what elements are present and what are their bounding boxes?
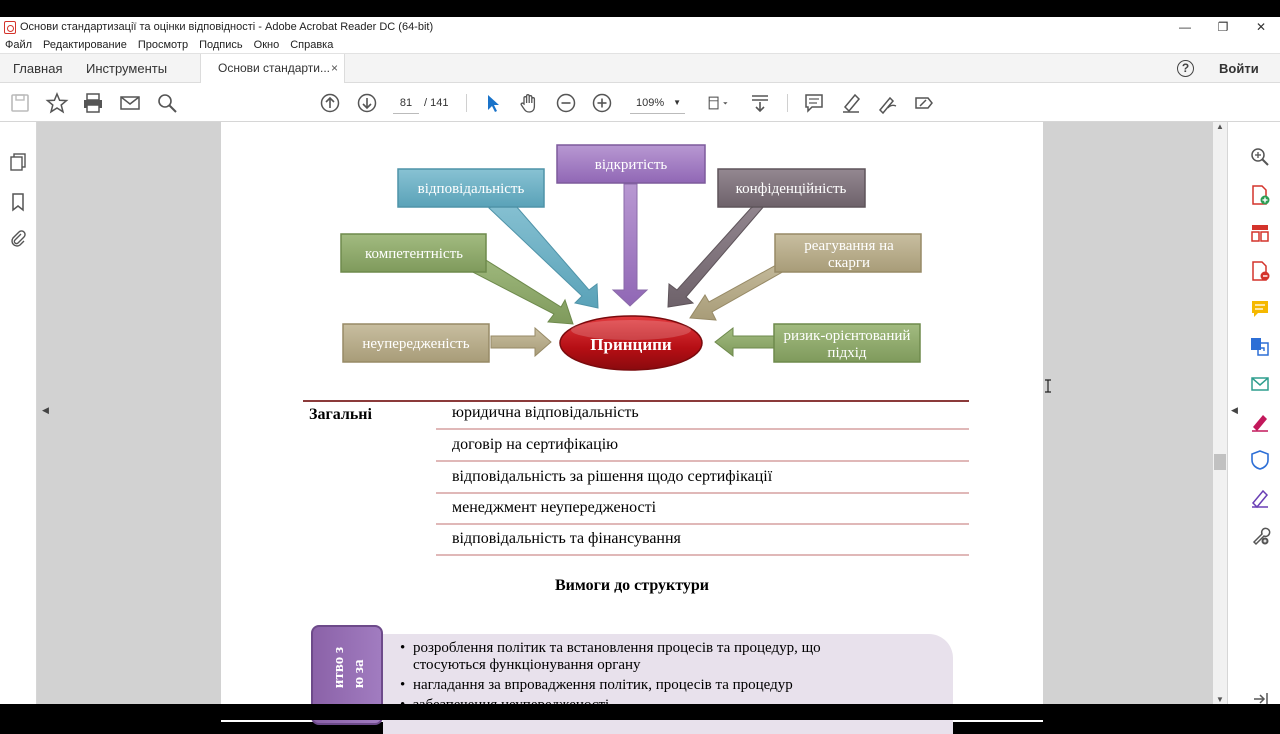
signin-button[interactable]: Войти <box>1219 61 1259 76</box>
center-label: Принципи <box>590 335 672 354</box>
page-up-icon[interactable] <box>319 92 341 114</box>
more-tools-icon[interactable] <box>1250 526 1270 546</box>
page-thumbnails-icon[interactable] <box>9 153 27 171</box>
comment-tool-icon[interactable] <box>1250 299 1270 319</box>
zoom-out-icon[interactable] <box>555 92 577 114</box>
create-pdf-icon[interactable] <box>1250 185 1270 205</box>
arrow-konfidentsiinist <box>668 198 771 307</box>
label-vidkrytist: відкритість <box>594 157 668 173</box>
list-item-text: розроблення політик та встановлення процесів та процедур, що <box>413 640 821 656</box>
page-total: / 141 <box>424 97 449 109</box>
arrow-ryzyk <box>715 328 777 356</box>
document-viewer[interactable] <box>37 122 1213 704</box>
side-tab-label <box>329 647 369 688</box>
list-item-text: стосуються функціонування органу <box>413 657 641 673</box>
menu-help[interactable]: Справка <box>290 39 334 51</box>
attachment-icon[interactable] <box>9 229 27 247</box>
tools-pane <box>1227 122 1280 704</box>
acrobat-window <box>0 17 1280 704</box>
zoom-in-icon[interactable] <box>591 92 613 114</box>
arrow-vidkrytist <box>613 184 647 306</box>
tab-document[interactable] <box>200 54 345 83</box>
text-cursor-icon <box>1043 379 1053 393</box>
print-icon[interactable] <box>82 92 104 114</box>
table-header: Загальні <box>309 406 372 423</box>
scroll-mode-icon[interactable] <box>749 92 771 114</box>
tab-home[interactable]: Главная <box>13 61 63 76</box>
menu-view[interactable]: Просмотр <box>137 39 189 51</box>
menu-window[interactable]: Окно <box>253 39 280 51</box>
enhance-scan-icon[interactable] <box>1250 147 1270 167</box>
section-title: Вимоги до структури <box>555 577 709 594</box>
toolbar <box>0 84 1280 122</box>
table-row: юридична відповідальність <box>436 399 969 430</box>
list-item-text: нагладання за впровадження політик, процесів та процедур <box>413 677 793 693</box>
highlight-icon[interactable] <box>840 92 862 114</box>
acrobat-logo-icon <box>4 21 16 34</box>
title-bar <box>0 17 1280 37</box>
toolbar-divider <box>466 94 467 112</box>
arrow-vidpovidalnist <box>489 198 598 308</box>
list-item <box>413 677 953 694</box>
label-reaguvannia-line1: реагування на <box>804 238 894 254</box>
collapse-left-pane-icon[interactable]: ◀ <box>42 405 49 415</box>
side-tab-line: ю за <box>351 659 367 689</box>
side-tab-line: итво з <box>331 647 347 689</box>
label-ryzyk-line1: ризик-орієнтований <box>783 328 911 344</box>
table-row: менеджмент неупередженості <box>436 494 969 525</box>
scrollbar-thumb[interactable] <box>1214 454 1226 470</box>
table-row: договір на сертифікацію <box>436 431 969 462</box>
bookmark-icon[interactable] <box>9 193 27 211</box>
select-cursor-icon[interactable] <box>481 92 503 114</box>
email-icon[interactable] <box>119 92 141 114</box>
principles-diagram <box>221 122 1043 392</box>
menu-sign[interactable]: Подпись <box>199 39 243 51</box>
comment-icon[interactable] <box>803 92 825 114</box>
chevron-down-icon: ▼ <box>673 98 681 107</box>
tab-bar <box>0 53 1280 83</box>
list-item <box>413 640 953 674</box>
zoom-level-select[interactable] <box>630 92 685 114</box>
scroll-up-icon[interactable]: ▲ <box>1216 122 1224 131</box>
scroll-down-icon[interactable]: ▼ <box>1216 695 1224 704</box>
page-display-icon[interactable] <box>703 92 733 114</box>
label-kompetentnist: компетентність <box>365 246 463 262</box>
save-icon[interactable] <box>9 92 31 114</box>
help-icon[interactable]: ? <box>1177 60 1194 77</box>
screen-bottom-edge <box>0 704 1280 720</box>
fill-and-sign-icon[interactable] <box>1250 412 1270 432</box>
minimize-button[interactable]: — <box>1179 20 1191 34</box>
toolbar-divider <box>787 94 788 112</box>
search-icon[interactable] <box>156 92 178 114</box>
table-row: відповідальність та фінансування <box>436 525 969 556</box>
zoom-level-value: 109% <box>636 97 665 109</box>
tab-tools[interactable]: Инструменты <box>86 61 168 76</box>
draw-icon[interactable] <box>876 92 898 114</box>
menu-edit[interactable]: Редактирование <box>43 39 127 51</box>
fill-sign-icon[interactable] <box>913 92 935 114</box>
close-window-button[interactable]: ✕ <box>1255 20 1267 34</box>
close-tab-button[interactable]: × <box>330 61 338 75</box>
window-controls <box>1166 17 1280 37</box>
tab-document-label: Основи стандарти... <box>218 61 330 75</box>
menu-bar <box>0 37 339 53</box>
export-pdf-icon[interactable] <box>1250 261 1270 281</box>
page-down-icon[interactable] <box>356 92 378 114</box>
table-row: відповідальність за рішення щодо сертифікації <box>436 463 969 494</box>
menu-file[interactable]: Файл <box>5 39 33 51</box>
vertical-scrollbar[interactable] <box>1213 122 1227 704</box>
request-signature-icon[interactable] <box>1250 488 1270 508</box>
star-icon[interactable] <box>46 92 68 114</box>
label-neuperedzhenist: неупередженість <box>362 336 470 352</box>
label-konfidentsiinist: конфіденційність <box>735 181 847 197</box>
window-title: Основи стандартизації та оцінки відповідності - Adobe Acrobat Reader DC (64-bit) <box>20 21 434 33</box>
collapse-right-pane-icon[interactable]: ◀ <box>1231 405 1238 415</box>
maximize-button[interactable]: ❐ <box>1217 20 1229 34</box>
organize-pages-icon[interactable] <box>1250 223 1270 243</box>
label-reaguvannia-line2: скарги <box>827 255 871 271</box>
combine-files-icon[interactable] <box>1250 336 1270 356</box>
send-for-review-icon[interactable] <box>1250 374 1270 394</box>
page-number-input[interactable]: 81 <box>393 92 419 114</box>
hand-tool-icon[interactable] <box>518 92 540 114</box>
label-vidpovidalnist: відповідальність <box>417 181 525 197</box>
arrow-neuperedzhenist <box>491 328 551 356</box>
protect-icon[interactable] <box>1250 450 1270 470</box>
navigation-pane <box>0 122 37 704</box>
pdf-page <box>221 122 1043 722</box>
label-ryzyk-line2: підхід <box>827 345 867 361</box>
